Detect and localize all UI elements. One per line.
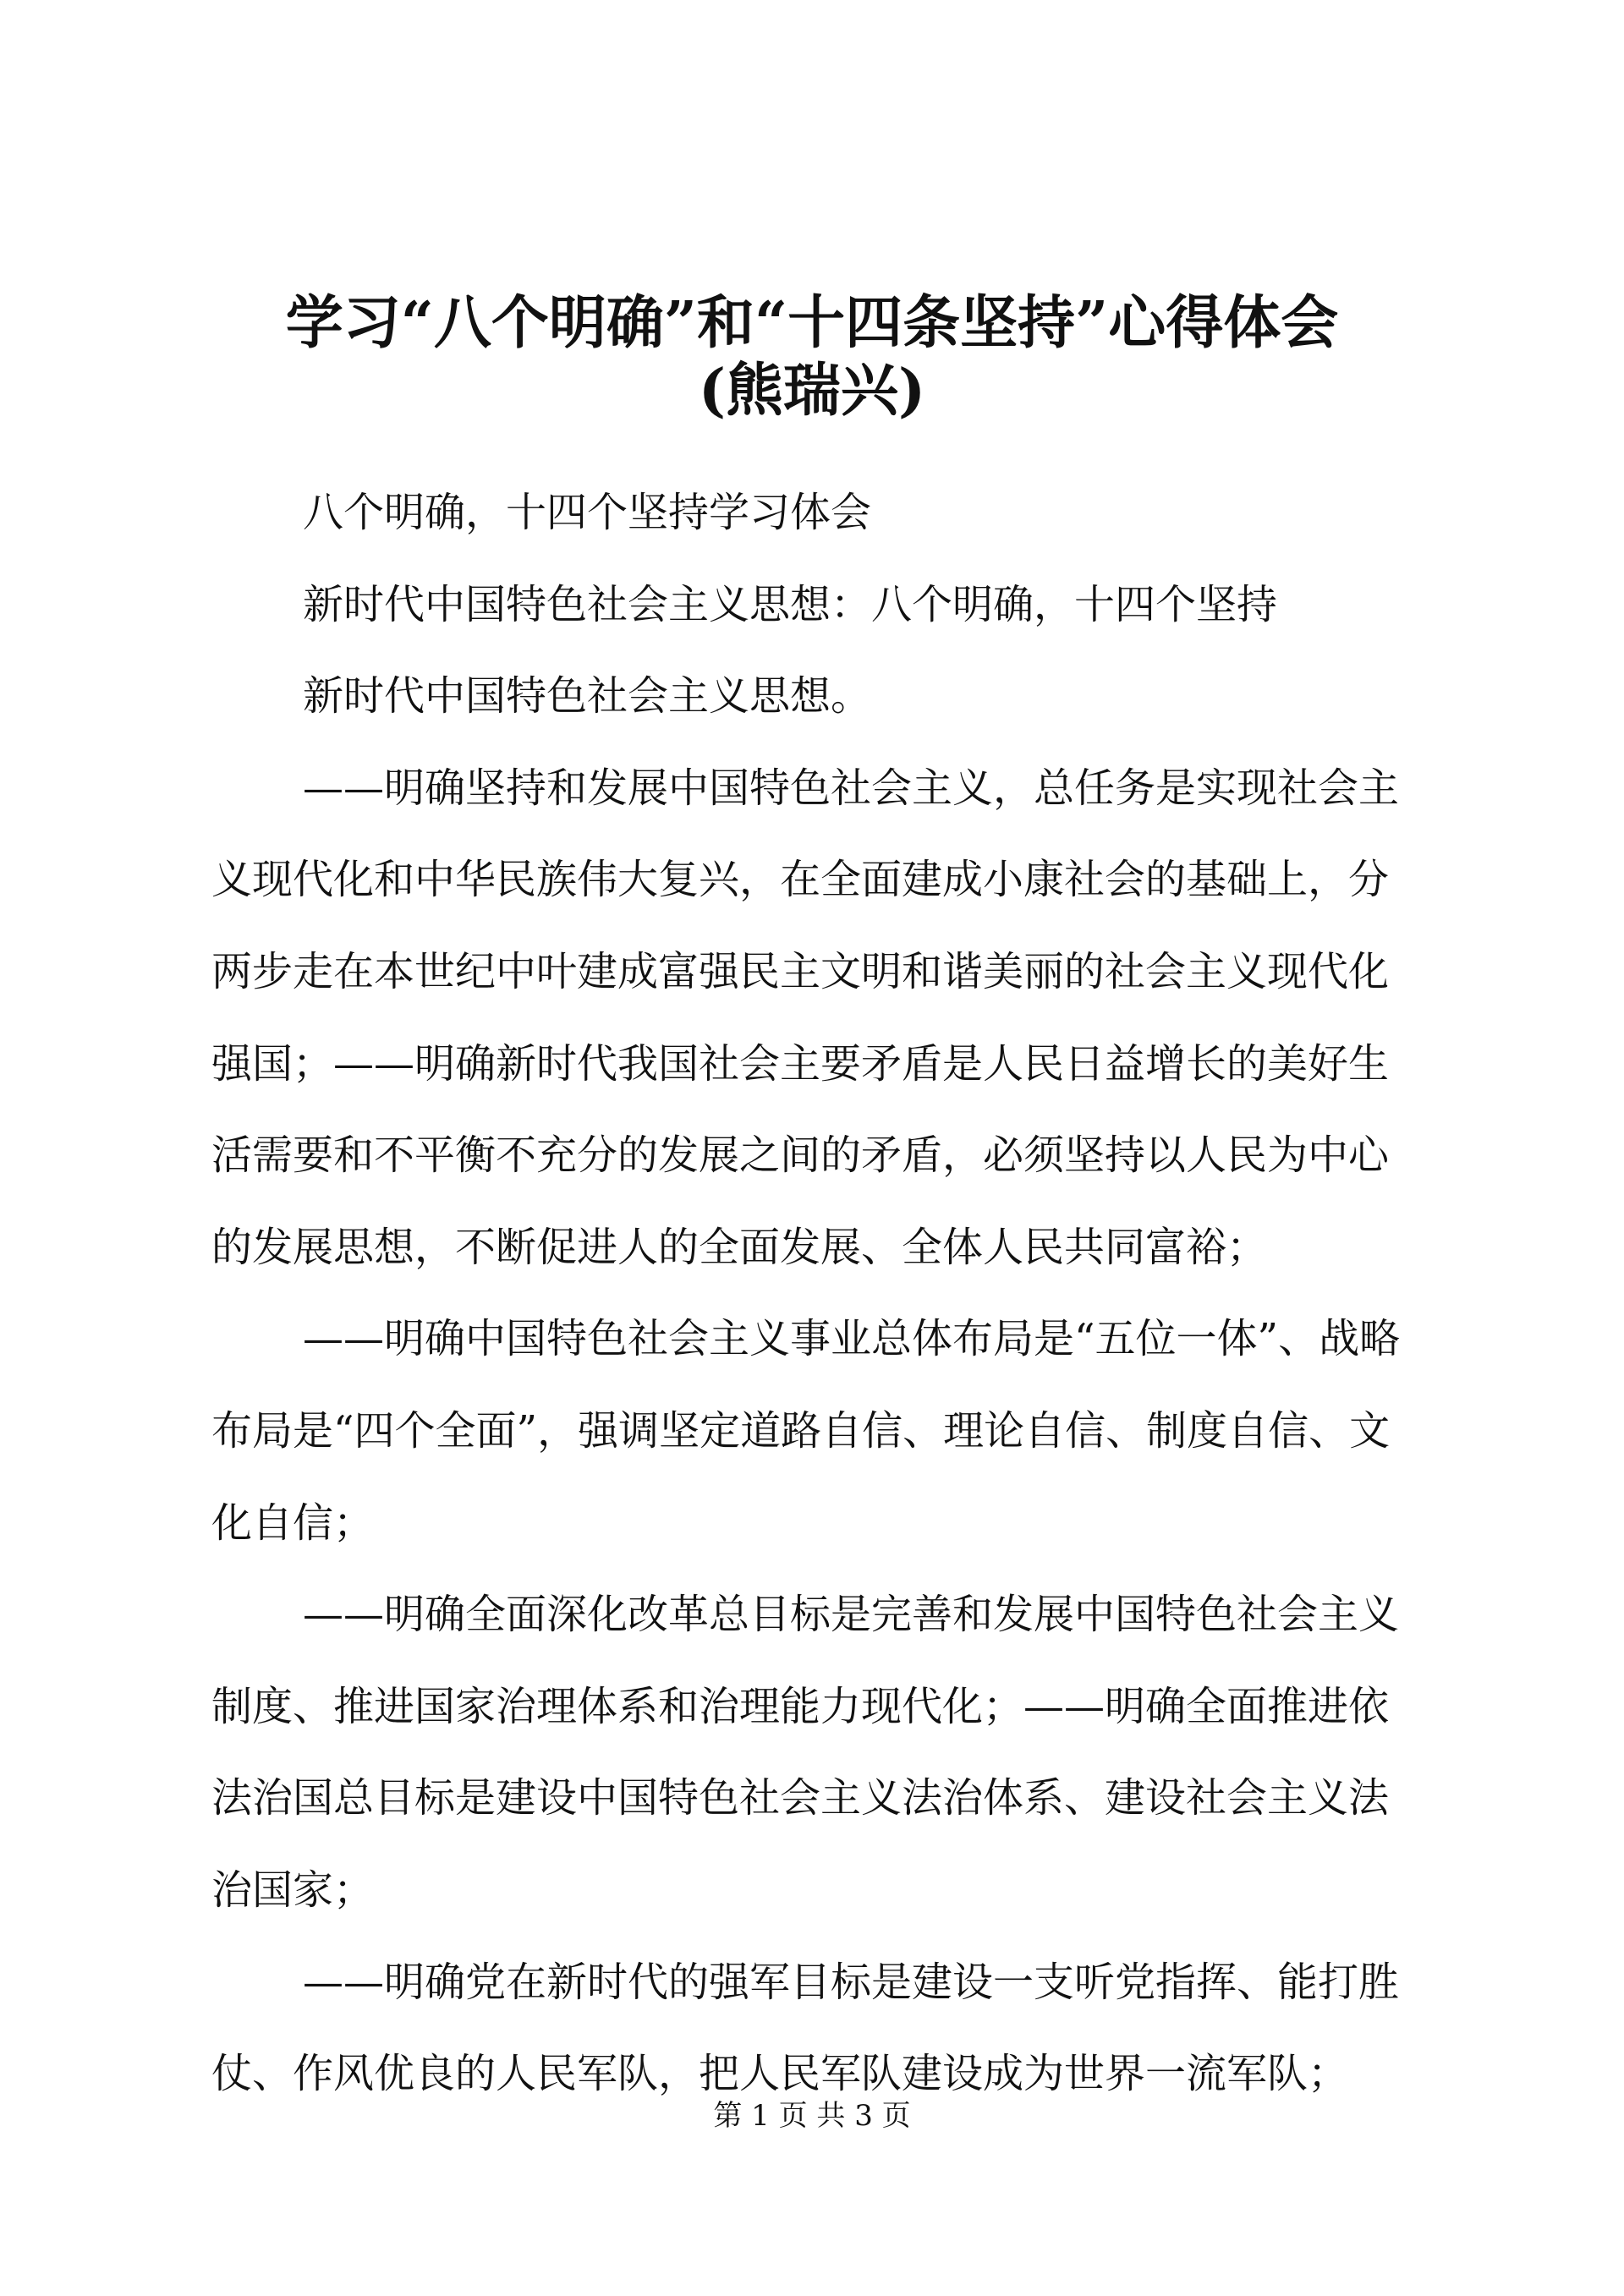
document-subtitle-author: (熊瑞兴) xyxy=(698,357,926,425)
paragraph: 新时代中国特色社会主义思想：八个明确，十四个坚持 xyxy=(303,580,1278,628)
paragraph: 八个明确，十四个坚持学习体会 xyxy=(303,489,872,536)
page-number-footer: 第 1 页 共 3 页 xyxy=(713,2099,911,2133)
paragraph: 新时代中国特色社会主义思想。 xyxy=(303,672,872,721)
paragraph: ——明确全面深化改革总目标是完善和发展中国特色社会主义制度、推进国家治理体系和治理能力现代化；——明确全面推进依法治国总目标是建设中国特色社会主义法治体系、建设社会主义法治国家； xyxy=(211,1591,1400,1914)
document-body xyxy=(211,467,1421,2120)
paragraph: ——明确党在新时代的强军目标是建设一支听党指挥、能打胜仗、作风优良的人民军队，把人民军队建设成为世界一流军队； xyxy=(211,1958,1400,2098)
paragraph: ——明确坚持和发展中国特色社会主义，总任务是实现社会主义现代化和中华民族伟大复兴，在全面建成小康社会的基础上，分两步走在本世纪中叶建成富强民主文明和谐美丽的社会主义现代化强国；——明确新时代我国社会主要矛盾是人民日益增长的美好生活需要和不平衡不充分的发展之间的矛盾，必须坚持以人民为中心的发展思想，不断促进人的全面发展、全体人民共同富裕； xyxy=(211,764,1400,1271)
paragraph: ——明确中国特色社会主义事业总体布局是“五位一体”、战略布局是“四个全面”，强调坚定道路自信、理论自信、制度自信、文化自信； xyxy=(211,1315,1401,1547)
document-title: 学习“八个明确”和“十四条坚持”心得体会 xyxy=(285,289,1339,357)
